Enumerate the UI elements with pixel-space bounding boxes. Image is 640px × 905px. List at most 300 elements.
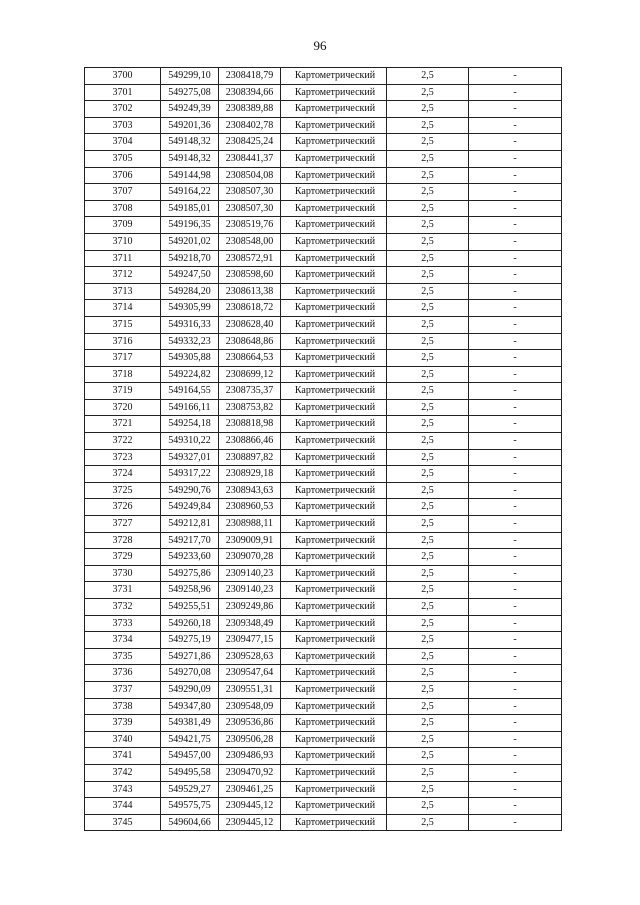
table-row bbox=[85, 300, 562, 317]
point-number-cell: 3717 bbox=[85, 350, 161, 367]
table-row bbox=[85, 399, 562, 416]
method-cell: Картометрический bbox=[281, 68, 387, 85]
point-number-cell: 3715 bbox=[85, 316, 161, 333]
table-row bbox=[85, 698, 562, 715]
table-row bbox=[85, 233, 562, 250]
accuracy-cell: 2,5 bbox=[387, 698, 469, 715]
point-number-cell: 3736 bbox=[85, 665, 161, 682]
x-coordinate-cell: 549233,60 bbox=[161, 549, 219, 566]
y-coordinate-cell: 2308389,88 bbox=[219, 101, 281, 118]
point-number-cell: 3709 bbox=[85, 217, 161, 234]
y-coordinate-cell: 2309547,64 bbox=[219, 665, 281, 682]
method-cell: Картометрический bbox=[281, 748, 387, 765]
y-coordinate-cell: 2308735,37 bbox=[219, 383, 281, 400]
table-row bbox=[85, 615, 562, 632]
accuracy-cell: 2,5 bbox=[387, 748, 469, 765]
accuracy-cell: 2,5 bbox=[387, 615, 469, 632]
description-cell: - bbox=[469, 150, 562, 167]
y-coordinate-cell: 2308598,60 bbox=[219, 267, 281, 284]
description-cell: - bbox=[469, 466, 562, 483]
accuracy-cell: 2,5 bbox=[387, 117, 469, 134]
x-coordinate-cell: 549224,82 bbox=[161, 366, 219, 383]
x-coordinate-cell: 549260,18 bbox=[161, 615, 219, 632]
method-cell: Картометрический bbox=[281, 798, 387, 815]
x-coordinate-cell: 549212,81 bbox=[161, 516, 219, 533]
description-cell: - bbox=[469, 798, 562, 815]
description-cell: - bbox=[469, 632, 562, 649]
point-number-cell: 3718 bbox=[85, 366, 161, 383]
x-coordinate-cell: 549201,02 bbox=[161, 233, 219, 250]
table-row bbox=[85, 814, 562, 831]
x-coordinate-cell: 549164,22 bbox=[161, 184, 219, 201]
accuracy-cell: 2,5 bbox=[387, 781, 469, 798]
method-cell: Картометрический bbox=[281, 549, 387, 566]
x-coordinate-cell: 549217,70 bbox=[161, 532, 219, 549]
description-cell: - bbox=[469, 715, 562, 732]
point-number-cell: 3700 bbox=[85, 68, 161, 85]
y-coordinate-cell: 2308664,53 bbox=[219, 350, 281, 367]
table-row bbox=[85, 350, 562, 367]
y-coordinate-cell: 2308753,82 bbox=[219, 399, 281, 416]
y-coordinate-cell: 2309506,28 bbox=[219, 731, 281, 748]
description-cell: - bbox=[469, 134, 562, 151]
x-coordinate-cell: 549185,01 bbox=[161, 200, 219, 217]
description-cell: - bbox=[469, 366, 562, 383]
description-cell: - bbox=[469, 482, 562, 499]
accuracy-cell: 2,5 bbox=[387, 350, 469, 367]
table-row bbox=[85, 68, 562, 85]
accuracy-cell: 2,5 bbox=[387, 715, 469, 732]
point-number-cell: 3703 bbox=[85, 117, 161, 134]
x-coordinate-cell: 549327,01 bbox=[161, 449, 219, 466]
x-coordinate-cell: 549284,20 bbox=[161, 283, 219, 300]
accuracy-cell: 2,5 bbox=[387, 134, 469, 151]
accuracy-cell: 2,5 bbox=[387, 250, 469, 267]
description-cell: - bbox=[469, 333, 562, 350]
point-number-cell: 3714 bbox=[85, 300, 161, 317]
point-number-cell: 3705 bbox=[85, 150, 161, 167]
description-cell: - bbox=[469, 681, 562, 698]
table-row bbox=[85, 283, 562, 300]
method-cell: Картометрический bbox=[281, 764, 387, 781]
accuracy-cell: 2,5 bbox=[387, 449, 469, 466]
accuracy-cell: 2,5 bbox=[387, 300, 469, 317]
y-coordinate-cell: 2308818,98 bbox=[219, 416, 281, 433]
table-row bbox=[85, 482, 562, 499]
method-cell: Картометрический bbox=[281, 416, 387, 433]
y-coordinate-cell: 2309470,92 bbox=[219, 764, 281, 781]
y-coordinate-cell: 2308425,24 bbox=[219, 134, 281, 151]
method-cell: Картометрический bbox=[281, 449, 387, 466]
y-coordinate-cell: 2308548,00 bbox=[219, 233, 281, 250]
point-number-cell: 3743 bbox=[85, 781, 161, 798]
x-coordinate-cell: 549270,08 bbox=[161, 665, 219, 682]
method-cell: Картометрический bbox=[281, 300, 387, 317]
method-cell: Картометрический bbox=[281, 283, 387, 300]
accuracy-cell: 2,5 bbox=[387, 648, 469, 665]
method-cell: Картометрический bbox=[281, 316, 387, 333]
table-row bbox=[85, 599, 562, 616]
point-number-cell: 3731 bbox=[85, 582, 161, 599]
y-coordinate-cell: 2309348,49 bbox=[219, 615, 281, 632]
x-coordinate-cell: 549575,75 bbox=[161, 798, 219, 815]
method-cell: Картометрический bbox=[281, 665, 387, 682]
description-cell: - bbox=[469, 615, 562, 632]
x-coordinate-cell: 549290,09 bbox=[161, 681, 219, 698]
method-cell: Картометрический bbox=[281, 150, 387, 167]
point-number-cell: 3713 bbox=[85, 283, 161, 300]
method-cell: Картометрический bbox=[281, 781, 387, 798]
method-cell: Картометрический bbox=[281, 814, 387, 831]
point-number-cell: 3742 bbox=[85, 764, 161, 781]
description-cell: - bbox=[469, 233, 562, 250]
table-row bbox=[85, 267, 562, 284]
x-coordinate-cell: 549249,84 bbox=[161, 499, 219, 516]
x-coordinate-cell: 549258,96 bbox=[161, 582, 219, 599]
description-cell: - bbox=[469, 516, 562, 533]
accuracy-cell: 2,5 bbox=[387, 150, 469, 167]
y-coordinate-cell: 2308866,46 bbox=[219, 433, 281, 450]
table-row bbox=[85, 648, 562, 665]
description-cell: - bbox=[469, 565, 562, 582]
accuracy-cell: 2,5 bbox=[387, 764, 469, 781]
method-cell: Картометрический bbox=[281, 366, 387, 383]
accuracy-cell: 2,5 bbox=[387, 217, 469, 234]
point-number-cell: 3712 bbox=[85, 267, 161, 284]
x-coordinate-cell: 549457,00 bbox=[161, 748, 219, 765]
table-row bbox=[85, 84, 562, 101]
table-row bbox=[85, 565, 562, 582]
y-coordinate-cell: 2308507,30 bbox=[219, 184, 281, 201]
point-number-cell: 3738 bbox=[85, 698, 161, 715]
x-coordinate-cell: 549310,22 bbox=[161, 433, 219, 450]
description-cell: - bbox=[469, 117, 562, 134]
y-coordinate-cell: 2308699,12 bbox=[219, 366, 281, 383]
description-cell: - bbox=[469, 549, 562, 566]
page-number: 96 bbox=[313, 38, 327, 53]
accuracy-cell: 2,5 bbox=[387, 416, 469, 433]
accuracy-cell: 2,5 bbox=[387, 665, 469, 682]
method-cell: Картометрический bbox=[281, 499, 387, 516]
point-number-cell: 3725 bbox=[85, 482, 161, 499]
table-row bbox=[85, 499, 562, 516]
accuracy-cell: 2,5 bbox=[387, 267, 469, 284]
table-row bbox=[85, 715, 562, 732]
accuracy-cell: 2,5 bbox=[387, 101, 469, 118]
y-coordinate-cell: 2309548,09 bbox=[219, 698, 281, 715]
point-number-cell: 3728 bbox=[85, 532, 161, 549]
method-cell: Картометрический bbox=[281, 184, 387, 201]
description-cell: - bbox=[469, 499, 562, 516]
table-row bbox=[85, 217, 562, 234]
y-coordinate-cell: 2309551,31 bbox=[219, 681, 281, 698]
x-coordinate-cell: 549275,86 bbox=[161, 565, 219, 582]
accuracy-cell: 2,5 bbox=[387, 200, 469, 217]
table-row bbox=[85, 134, 562, 151]
y-coordinate-cell: 2309249,86 bbox=[219, 599, 281, 616]
accuracy-cell: 2,5 bbox=[387, 599, 469, 616]
method-cell: Картометрический bbox=[281, 200, 387, 217]
point-number-cell: 3734 bbox=[85, 632, 161, 649]
point-number-cell: 3732 bbox=[85, 599, 161, 616]
accuracy-cell: 2,5 bbox=[387, 814, 469, 831]
y-coordinate-cell: 2309445,12 bbox=[219, 798, 281, 815]
y-coordinate-cell: 2309445,12 bbox=[219, 814, 281, 831]
description-cell: - bbox=[469, 416, 562, 433]
x-coordinate-cell: 549305,88 bbox=[161, 350, 219, 367]
table-row bbox=[85, 781, 562, 798]
x-coordinate-cell: 549166,11 bbox=[161, 399, 219, 416]
method-cell: Картометрический bbox=[281, 267, 387, 284]
coordinates-table-body bbox=[85, 68, 562, 831]
x-coordinate-cell: 549317,22 bbox=[161, 466, 219, 483]
x-coordinate-cell: 549604,66 bbox=[161, 814, 219, 831]
method-cell: Картометрический bbox=[281, 101, 387, 118]
point-number-cell: 3707 bbox=[85, 184, 161, 201]
description-cell: - bbox=[469, 648, 562, 665]
point-number-cell: 3726 bbox=[85, 499, 161, 516]
accuracy-cell: 2,5 bbox=[387, 516, 469, 533]
table-row bbox=[85, 466, 562, 483]
x-coordinate-cell: 549495,58 bbox=[161, 764, 219, 781]
point-number-cell: 3721 bbox=[85, 416, 161, 433]
method-cell: Картометрический bbox=[281, 350, 387, 367]
description-cell: - bbox=[469, 433, 562, 450]
y-coordinate-cell: 2308929,18 bbox=[219, 466, 281, 483]
point-number-cell: 3741 bbox=[85, 748, 161, 765]
method-cell: Картометрический bbox=[281, 565, 387, 582]
point-number-cell: 3710 bbox=[85, 233, 161, 250]
x-coordinate-cell: 549148,32 bbox=[161, 150, 219, 167]
table-row bbox=[85, 516, 562, 533]
accuracy-cell: 2,5 bbox=[387, 366, 469, 383]
method-cell: Картометрический bbox=[281, 233, 387, 250]
description-cell: - bbox=[469, 267, 562, 284]
point-number-cell: 3719 bbox=[85, 383, 161, 400]
y-coordinate-cell: 2309009,91 bbox=[219, 532, 281, 549]
accuracy-cell: 2,5 bbox=[387, 632, 469, 649]
description-cell: - bbox=[469, 748, 562, 765]
y-coordinate-cell: 2309536,86 bbox=[219, 715, 281, 732]
description-cell: - bbox=[469, 665, 562, 682]
method-cell: Картометрический bbox=[281, 731, 387, 748]
description-cell: - bbox=[469, 300, 562, 317]
point-number-cell: 3720 bbox=[85, 399, 161, 416]
description-cell: - bbox=[469, 283, 562, 300]
table-row bbox=[85, 200, 562, 217]
y-coordinate-cell: 2308418,79 bbox=[219, 68, 281, 85]
x-coordinate-cell: 549305,99 bbox=[161, 300, 219, 317]
table-row bbox=[85, 582, 562, 599]
description-cell: - bbox=[469, 399, 562, 416]
table-row bbox=[85, 764, 562, 781]
point-number-cell: 3733 bbox=[85, 615, 161, 632]
accuracy-cell: 2,5 bbox=[387, 383, 469, 400]
accuracy-cell: 2,5 bbox=[387, 549, 469, 566]
point-number-cell: 3727 bbox=[85, 516, 161, 533]
method-cell: Картометрический bbox=[281, 482, 387, 499]
description-cell: - bbox=[469, 582, 562, 599]
accuracy-cell: 2,5 bbox=[387, 333, 469, 350]
method-cell: Картометрический bbox=[281, 399, 387, 416]
method-cell: Картометрический bbox=[281, 466, 387, 483]
x-coordinate-cell: 549164,55 bbox=[161, 383, 219, 400]
accuracy-cell: 2,5 bbox=[387, 68, 469, 85]
table-row bbox=[85, 632, 562, 649]
description-cell: - bbox=[469, 84, 562, 101]
accuracy-cell: 2,5 bbox=[387, 582, 469, 599]
x-coordinate-cell: 549299,10 bbox=[161, 68, 219, 85]
method-cell: Картометрический bbox=[281, 84, 387, 101]
x-coordinate-cell: 549347,80 bbox=[161, 698, 219, 715]
x-coordinate-cell: 549144,98 bbox=[161, 167, 219, 184]
y-coordinate-cell: 2308618,72 bbox=[219, 300, 281, 317]
y-coordinate-cell: 2308648,86 bbox=[219, 333, 281, 350]
y-coordinate-cell: 2309477,15 bbox=[219, 632, 281, 649]
y-coordinate-cell: 2308988,11 bbox=[219, 516, 281, 533]
method-cell: Картометрический bbox=[281, 333, 387, 350]
table-row bbox=[85, 383, 562, 400]
method-cell: Картометрический bbox=[281, 217, 387, 234]
description-cell: - bbox=[469, 599, 562, 616]
description-cell: - bbox=[469, 101, 562, 118]
x-coordinate-cell: 549201,36 bbox=[161, 117, 219, 134]
method-cell: Картометрический bbox=[281, 117, 387, 134]
method-cell: Картометрический bbox=[281, 648, 387, 665]
table-row bbox=[85, 748, 562, 765]
accuracy-cell: 2,5 bbox=[387, 681, 469, 698]
point-number-cell: 3739 bbox=[85, 715, 161, 732]
accuracy-cell: 2,5 bbox=[387, 466, 469, 483]
x-coordinate-cell: 549249,39 bbox=[161, 101, 219, 118]
x-coordinate-cell: 549271,86 bbox=[161, 648, 219, 665]
table-row bbox=[85, 532, 562, 549]
method-cell: Картометрический bbox=[281, 383, 387, 400]
description-cell: - bbox=[469, 449, 562, 466]
method-cell: Картометрический bbox=[281, 134, 387, 151]
method-cell: Картометрический bbox=[281, 715, 387, 732]
description-cell: - bbox=[469, 184, 562, 201]
y-coordinate-cell: 2308402,78 bbox=[219, 117, 281, 134]
point-number-cell: 3740 bbox=[85, 731, 161, 748]
y-coordinate-cell: 2308441,37 bbox=[219, 150, 281, 167]
accuracy-cell: 2,5 bbox=[387, 482, 469, 499]
accuracy-cell: 2,5 bbox=[387, 798, 469, 815]
description-cell: - bbox=[469, 731, 562, 748]
accuracy-cell: 2,5 bbox=[387, 399, 469, 416]
point-number-cell: 3729 bbox=[85, 549, 161, 566]
accuracy-cell: 2,5 bbox=[387, 167, 469, 184]
accuracy-cell: 2,5 bbox=[387, 184, 469, 201]
method-cell: Картометрический bbox=[281, 599, 387, 616]
description-cell: - bbox=[469, 200, 562, 217]
table-row bbox=[85, 798, 562, 815]
x-coordinate-cell: 549332,23 bbox=[161, 333, 219, 350]
method-cell: Картометрический bbox=[281, 516, 387, 533]
method-cell: Картометрический bbox=[281, 632, 387, 649]
x-coordinate-cell: 549254,18 bbox=[161, 416, 219, 433]
x-coordinate-cell: 549196,35 bbox=[161, 217, 219, 234]
point-number-cell: 3744 bbox=[85, 798, 161, 815]
description-cell: - bbox=[469, 68, 562, 85]
point-number-cell: 3711 bbox=[85, 250, 161, 267]
y-coordinate-cell: 2308613,38 bbox=[219, 283, 281, 300]
y-coordinate-cell: 2309486,93 bbox=[219, 748, 281, 765]
table-row bbox=[85, 416, 562, 433]
y-coordinate-cell: 2308394,66 bbox=[219, 84, 281, 101]
y-coordinate-cell: 2309070,28 bbox=[219, 549, 281, 566]
point-number-cell: 3745 bbox=[85, 814, 161, 831]
table-row bbox=[85, 449, 562, 466]
table-row bbox=[85, 433, 562, 450]
y-coordinate-cell: 2308960,53 bbox=[219, 499, 281, 516]
point-number-cell: 3722 bbox=[85, 433, 161, 450]
point-number-cell: 3724 bbox=[85, 466, 161, 483]
x-coordinate-cell: 549275,08 bbox=[161, 84, 219, 101]
x-coordinate-cell: 549381,49 bbox=[161, 715, 219, 732]
y-coordinate-cell: 2309140,23 bbox=[219, 565, 281, 582]
point-number-cell: 3704 bbox=[85, 134, 161, 151]
x-coordinate-cell: 549218,70 bbox=[161, 250, 219, 267]
description-cell: - bbox=[469, 814, 562, 831]
method-cell: Картометрический bbox=[281, 681, 387, 698]
point-number-cell: 3730 bbox=[85, 565, 161, 582]
x-coordinate-cell: 549275,19 bbox=[161, 632, 219, 649]
x-coordinate-cell: 549316,33 bbox=[161, 316, 219, 333]
method-cell: Картометрический bbox=[281, 615, 387, 632]
y-coordinate-cell: 2309528,63 bbox=[219, 648, 281, 665]
x-coordinate-cell: 549255,51 bbox=[161, 599, 219, 616]
description-cell: - bbox=[469, 350, 562, 367]
table-row bbox=[85, 316, 562, 333]
coordinates-table bbox=[84, 67, 562, 831]
point-number-cell: 3701 bbox=[85, 84, 161, 101]
accuracy-cell: 2,5 bbox=[387, 565, 469, 582]
y-coordinate-cell: 2308943,63 bbox=[219, 482, 281, 499]
accuracy-cell: 2,5 bbox=[387, 283, 469, 300]
description-cell: - bbox=[469, 764, 562, 781]
x-coordinate-cell: 549421,75 bbox=[161, 731, 219, 748]
accuracy-cell: 2,5 bbox=[387, 499, 469, 516]
description-cell: - bbox=[469, 250, 562, 267]
description-cell: - bbox=[469, 781, 562, 798]
accuracy-cell: 2,5 bbox=[387, 316, 469, 333]
point-number-cell: 3706 bbox=[85, 167, 161, 184]
y-coordinate-cell: 2308504,08 bbox=[219, 167, 281, 184]
method-cell: Картометрический bbox=[281, 582, 387, 599]
description-cell: - bbox=[469, 316, 562, 333]
table-row bbox=[85, 150, 562, 167]
y-coordinate-cell: 2308519,76 bbox=[219, 217, 281, 234]
description-cell: - bbox=[469, 217, 562, 234]
accuracy-cell: 2,5 bbox=[387, 433, 469, 450]
point-number-cell: 3737 bbox=[85, 681, 161, 698]
table-row bbox=[85, 665, 562, 682]
point-number-cell: 3723 bbox=[85, 449, 161, 466]
table-row bbox=[85, 681, 562, 698]
method-cell: Картометрический bbox=[281, 250, 387, 267]
table-row bbox=[85, 731, 562, 748]
point-number-cell: 3708 bbox=[85, 200, 161, 217]
table-row bbox=[85, 167, 562, 184]
point-number-cell: 3735 bbox=[85, 648, 161, 665]
accuracy-cell: 2,5 bbox=[387, 233, 469, 250]
point-number-cell: 3716 bbox=[85, 333, 161, 350]
x-coordinate-cell: 549247,50 bbox=[161, 267, 219, 284]
table-row bbox=[85, 101, 562, 118]
y-coordinate-cell: 2308628,40 bbox=[219, 316, 281, 333]
accuracy-cell: 2,5 bbox=[387, 532, 469, 549]
